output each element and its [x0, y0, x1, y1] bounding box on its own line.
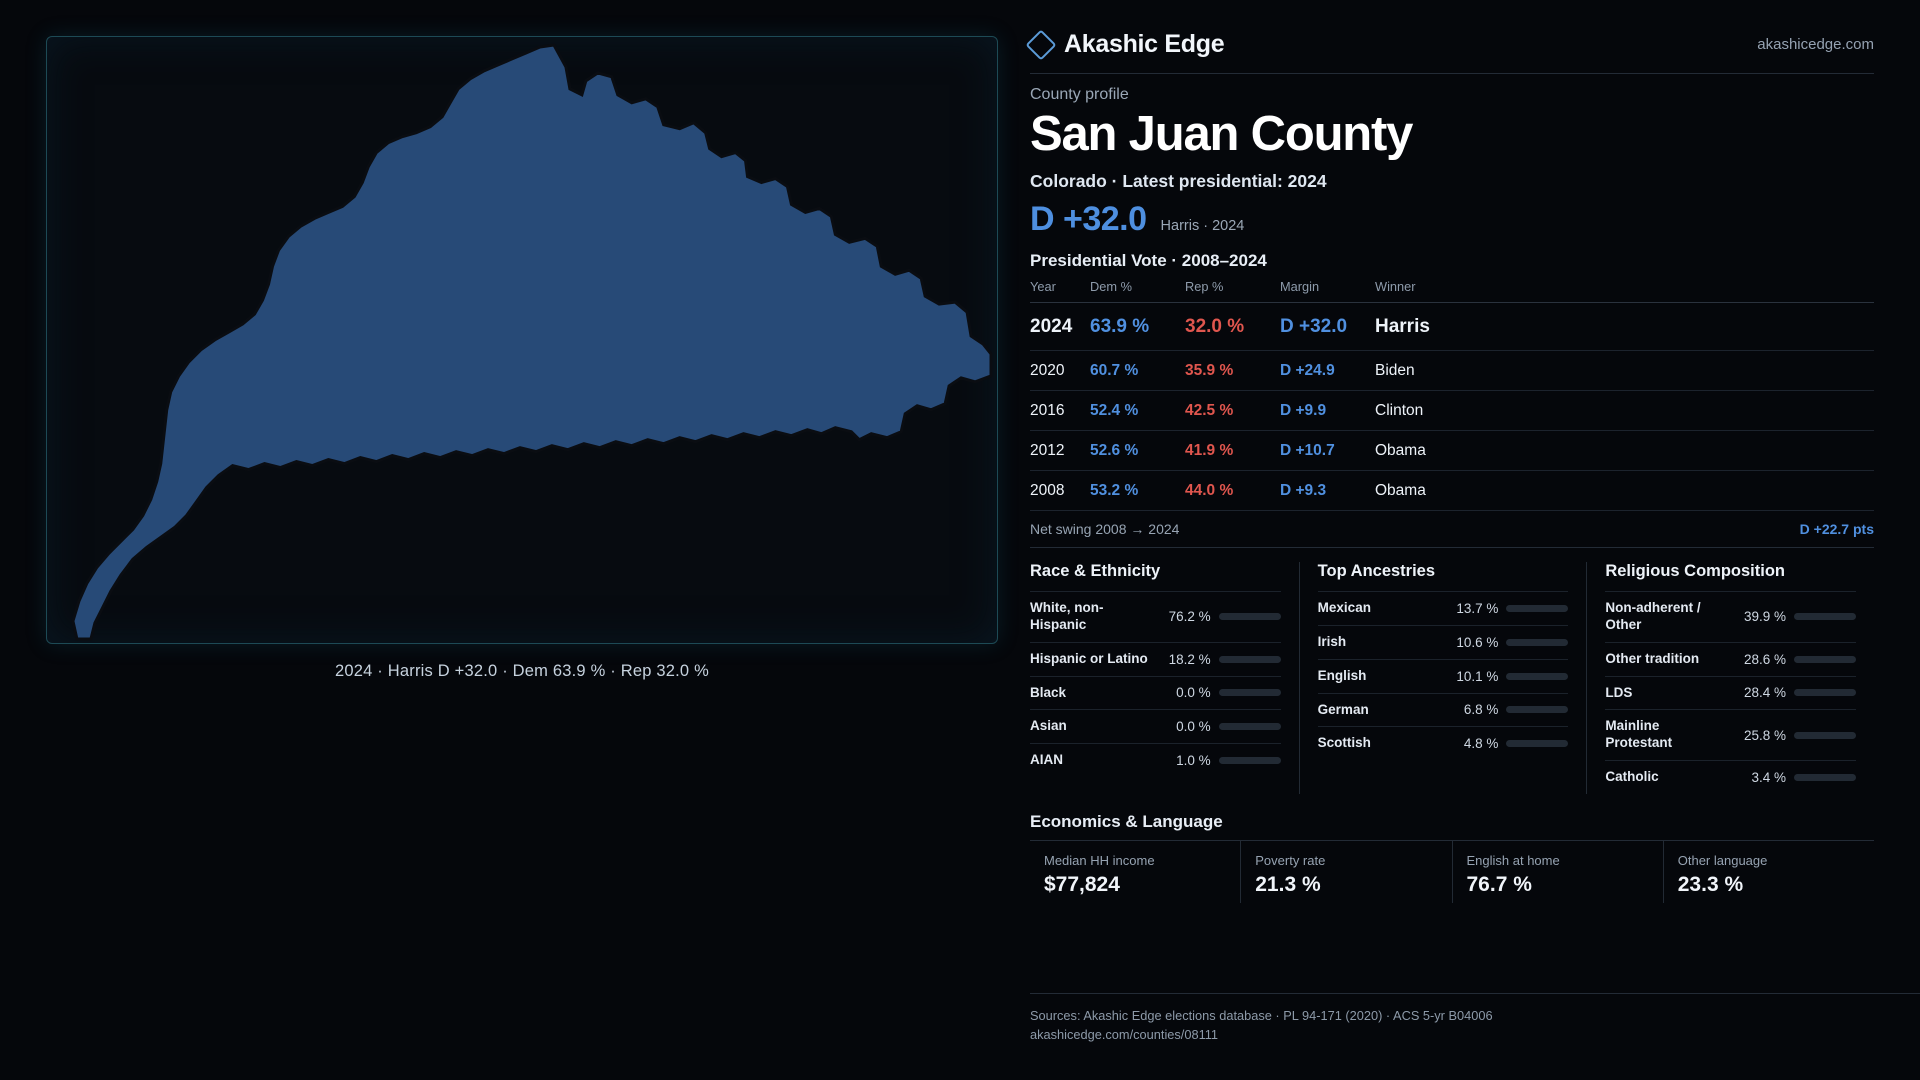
- race-value: 0.0 %: [1176, 719, 1211, 735]
- econ-label: English at home: [1466, 853, 1560, 869]
- cell-rep: 32.0 %: [1185, 302, 1280, 350]
- religion-value: 39.9 %: [1743, 609, 1787, 625]
- cell-year: 2012: [1030, 430, 1090, 470]
- demographics-columns: [1030, 562, 1874, 794]
- religion-value: 25.8 %: [1743, 727, 1787, 743]
- religion-label: LDS: [1605, 684, 1633, 700]
- list-item: [1030, 709, 1281, 743]
- list-item: [1318, 726, 1569, 760]
- table-row[interactable]: [1030, 390, 1874, 430]
- religion-value: 28.6 %: [1743, 651, 1787, 667]
- ancestry-label: Mexican: [1317, 599, 1371, 615]
- list-item: [1030, 642, 1281, 676]
- sources-block: [1030, 993, 1920, 1044]
- religion-title: Religious Composition: [1605, 561, 1786, 580]
- col-rep: Rep %: [1185, 279, 1280, 303]
- cell-year: 2016: [1030, 390, 1090, 430]
- cell-rep: 35.9 %: [1185, 350, 1280, 390]
- econ-label: Median HH income: [1044, 853, 1155, 869]
- list-item: [1318, 693, 1569, 727]
- ancestry-value: 6.8 %: [1463, 702, 1499, 718]
- col-year: Year: [1030, 279, 1090, 303]
- ancestry-value: 10.1 %: [1456, 668, 1499, 684]
- net-swing-row: [1030, 511, 1874, 548]
- race-value: 76.2 %: [1168, 609, 1211, 625]
- brand-row: [1030, 30, 1874, 74]
- race-label: AIAN: [1030, 752, 1063, 768]
- cell-dem: 60.7 %: [1090, 350, 1185, 390]
- religion-value: 3.4 %: [1751, 770, 1787, 786]
- econ-value: 76.7 %: [1466, 873, 1532, 897]
- ancestry-bar: [1506, 605, 1568, 612]
- ancestry-label: German: [1317, 701, 1369, 717]
- county-shape-svg: [47, 37, 997, 643]
- econ-value: $77,824: [1044, 873, 1120, 897]
- brand-site[interactable]: akashicedge.com: [1757, 36, 1874, 53]
- list-item: [1030, 676, 1281, 710]
- econ-value: 23.3 %: [1677, 873, 1744, 897]
- race-bar: [1219, 656, 1281, 663]
- brand-left: [1030, 30, 1224, 59]
- cell-margin: D +32.0: [1280, 302, 1375, 350]
- cell-year: 2008: [1030, 470, 1090, 510]
- results-title: Presidential Vote · 2008–2024: [1030, 250, 1267, 270]
- race-ethnicity-column: [1030, 562, 1299, 794]
- religion-bar: [1794, 774, 1856, 781]
- page-subtitle: Colorado · Latest presidential: 2024: [1030, 170, 1327, 191]
- economics-title: Economics & Language: [1030, 812, 1223, 832]
- cell-winner: Obama: [1375, 470, 1874, 510]
- cell-year: 2024: [1030, 302, 1090, 350]
- cell-winner: Clinton: [1375, 390, 1874, 430]
- cell-dem: 53.2 %: [1090, 470, 1185, 510]
- ancestry-label: Scottish: [1317, 735, 1371, 751]
- cell-year: 2020: [1030, 350, 1090, 390]
- econ-label: Other language: [1677, 853, 1768, 869]
- col-winner: Winner: [1375, 279, 1874, 303]
- cell-margin: D +24.9: [1280, 350, 1375, 390]
- ancestry-bar: [1506, 706, 1568, 713]
- net-swing-label: Net swing 2008 → 2024: [1030, 520, 1180, 537]
- list-item: [1318, 625, 1569, 659]
- county-map-frame[interactable]: [46, 36, 998, 644]
- econ-value: 21.3 %: [1255, 873, 1321, 897]
- religion-bar: [1794, 656, 1856, 663]
- economics-grid: [1030, 840, 1874, 903]
- table-row[interactable]: [1030, 430, 1874, 470]
- econ-cell: [1240, 841, 1451, 903]
- race-label: Black: [1030, 684, 1067, 700]
- cell-winner: Obama: [1375, 430, 1874, 470]
- econ-cell: [1030, 841, 1240, 903]
- ancestry-value: 13.7 %: [1456, 600, 1499, 616]
- page-eyebrow: County profile: [1030, 86, 1129, 103]
- results-table: [1030, 279, 1874, 511]
- cell-margin: D +10.7: [1280, 430, 1375, 470]
- brand-name: Akashic Edge: [1064, 30, 1225, 58]
- col-margin: Margin: [1280, 279, 1375, 303]
- ancestry-label: English: [1317, 667, 1367, 683]
- ancestry-value: 10.6 %: [1456, 634, 1499, 650]
- ancestry-value: 4.8 %: [1463, 736, 1499, 752]
- race-bar: [1219, 689, 1281, 696]
- ancestry-bar: [1506, 639, 1568, 646]
- table-row[interactable]: [1030, 470, 1874, 510]
- sources-line: Sources: Akashic Edge elections database · PL 94-171 (2020) · ACS 5-yr B04006: [1030, 1007, 1493, 1023]
- margin-value: D +32.0: [1030, 199, 1147, 238]
- religion-label: Other tradition: [1605, 650, 1700, 666]
- cell-dem: 52.6 %: [1090, 430, 1185, 470]
- race-label: White, non-Hispanic: [1030, 599, 1104, 632]
- map-caption: 2024 · Harris D +32.0 · Dem 63.9 % · Rep 32.0 %: [335, 662, 709, 680]
- religion-bar: [1794, 613, 1856, 620]
- religion-bar: [1794, 732, 1856, 739]
- cell-winner: Harris: [1375, 302, 1874, 350]
- cell-rep: 44.0 %: [1185, 470, 1280, 510]
- results-header-row: [1030, 279, 1874, 303]
- cell-dem: 52.4 %: [1090, 390, 1185, 430]
- race-value: 18.2 %: [1168, 651, 1211, 667]
- cell-dem: 63.9 %: [1090, 302, 1185, 350]
- ancestry-column: [1299, 562, 1587, 794]
- race-label: Hispanic or Latino: [1030, 650, 1148, 666]
- cell-margin: D +9.3: [1280, 470, 1375, 510]
- list-item: [1030, 591, 1281, 642]
- headline-margin: [1030, 200, 1874, 239]
- list-item: [1318, 591, 1569, 625]
- table-row[interactable]: [1030, 302, 1874, 350]
- page-title: San Juan County: [1030, 107, 1413, 161]
- ancestry-bar: [1506, 740, 1568, 747]
- ancestry-bar: [1506, 673, 1568, 680]
- ancestry-title: Top Ancestries: [1317, 561, 1436, 580]
- religion-column: [1586, 562, 1874, 794]
- race-label: Asian: [1030, 718, 1067, 734]
- cell-rep: 42.5 %: [1185, 390, 1280, 430]
- econ-cell: [1663, 841, 1874, 903]
- religion-label: Mainline Protestant: [1605, 718, 1673, 751]
- list-item: [1605, 760, 1856, 794]
- net-swing-value: D +22.7 pts: [1799, 520, 1874, 537]
- cell-rep: 41.9 %: [1185, 430, 1280, 470]
- race-bar: [1219, 757, 1281, 764]
- ancestry-label: Irish: [1317, 633, 1347, 649]
- econ-label: Poverty rate: [1255, 853, 1326, 869]
- religion-label: Catholic: [1605, 769, 1659, 785]
- list-item: [1605, 642, 1856, 676]
- table-row[interactable]: [1030, 350, 1874, 390]
- race-bar: [1219, 723, 1281, 730]
- cell-winner: Biden: [1375, 350, 1874, 390]
- religion-label: Non-adherent / Other: [1605, 599, 1701, 632]
- diamond-icon: [1025, 29, 1056, 60]
- race-value: 0.0 %: [1176, 685, 1211, 701]
- list-item: [1605, 676, 1856, 710]
- county-shape-path: [73, 45, 991, 639]
- cell-margin: D +9.9: [1280, 390, 1375, 430]
- info-panel: [1030, 0, 1920, 1080]
- race-value: 1.0 %: [1176, 753, 1211, 769]
- sources-url[interactable]: akashicedge.com/counties/08111: [1030, 1026, 1219, 1042]
- religion-value: 28.4 %: [1743, 685, 1787, 701]
- religion-bar: [1794, 689, 1856, 696]
- econ-cell: [1452, 841, 1663, 903]
- race-title: Race & Ethnicity: [1030, 561, 1161, 580]
- list-item: [1605, 709, 1856, 760]
- list-item: [1605, 591, 1856, 642]
- margin-caption: Harris · 2024: [1160, 217, 1245, 234]
- race-bar: [1219, 613, 1281, 620]
- list-item: [1318, 659, 1569, 693]
- list-item: [1030, 743, 1281, 777]
- col-dem: Dem %: [1090, 279, 1185, 303]
